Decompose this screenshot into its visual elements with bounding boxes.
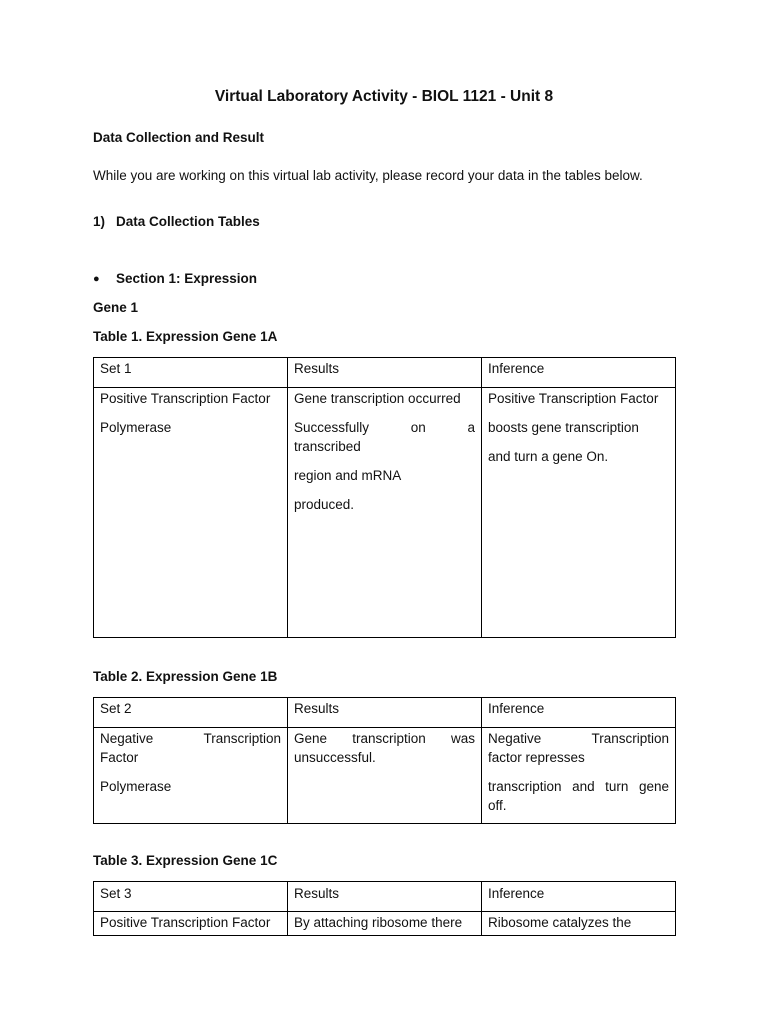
table-cell: By attaching ribosome there [288, 912, 482, 936]
table-header-cell: Results [288, 358, 482, 388]
table-cell: Positive Transcription Factor [94, 912, 288, 936]
list-marker: 1) [93, 214, 106, 229]
table-row [94, 912, 676, 936]
word: Negative [488, 731, 542, 746]
gene-heading: Gene 1 [93, 300, 139, 315]
table-1 [93, 357, 676, 638]
word: Gene [294, 731, 328, 746]
cell-text: produced. [294, 497, 355, 512]
cell-text: boosts gene transcription [488, 420, 639, 435]
cell-text: Factor [100, 750, 139, 765]
bullet-icon: ● [93, 273, 100, 285]
table-cell: Ribosome catalyzes the [482, 912, 676, 936]
cell-text: Gene transcription occurred [294, 391, 461, 406]
cell-text: factor represses [488, 750, 585, 765]
cell-text: and turn a gene On. [488, 449, 609, 464]
table-3 [93, 881, 676, 936]
table-1-caption: Table 1. Expression Gene 1A [93, 329, 278, 344]
section-1-heading: Section 1: Expression [116, 271, 258, 286]
intro-paragraph: While you are working on this virtual lab activity, please record your data in the tables below. [93, 168, 643, 183]
word: Negative [100, 731, 154, 746]
cell-text-justified [294, 729, 475, 748]
cell-text-justified [294, 418, 475, 437]
cell-text: unsuccessful. [294, 750, 376, 765]
cell-text: region and mRNA [294, 468, 402, 483]
word: on [410, 420, 426, 435]
cell-text: Positive Transcription Factor [488, 391, 659, 406]
list-heading: Data Collection Tables [116, 214, 260, 229]
cell-text: Positive Transcription Factor [100, 391, 271, 406]
table-header-row [94, 882, 676, 912]
cell-text-justified [488, 729, 669, 748]
table-cell [94, 728, 288, 824]
table-header-row [94, 698, 676, 728]
table-row [94, 388, 676, 638]
table-header-cell: Inference [482, 698, 676, 728]
cell-text: Polymerase [100, 779, 172, 794]
table-cell [288, 388, 482, 638]
word: Successfully [294, 420, 370, 435]
table-row [94, 728, 676, 824]
word: a [467, 420, 475, 435]
table-header-cell: Inference [482, 358, 676, 388]
table-header-cell: Set 2 [94, 698, 288, 728]
word: was [450, 731, 475, 746]
table-header-cell: Set 1 [94, 358, 288, 388]
document-title: Virtual Laboratory Activity - BIOL 1121 - Unit 8 [214, 88, 554, 105]
table-header-cell: Set 3 [94, 882, 288, 912]
cell-text: off. [488, 798, 507, 813]
table-2 [93, 697, 676, 824]
word: Transcription [203, 731, 281, 746]
table-cell [482, 728, 676, 824]
cell-text: Polymerase [100, 420, 172, 435]
word: Transcription [591, 731, 669, 746]
cell-text: transcribed [294, 439, 361, 454]
table-3-caption: Table 3. Expression Gene 1C [93, 853, 278, 868]
table-cell [94, 388, 288, 638]
table-header-row [94, 358, 676, 388]
table-cell [482, 388, 676, 638]
cell-text: transcription and turn gene [488, 779, 669, 794]
table-header-cell: Results [288, 698, 482, 728]
table-header-cell: Results [288, 882, 482, 912]
cell-text-justified [100, 729, 281, 748]
word: transcription [352, 731, 426, 746]
section-heading-data-collection: Data Collection and Result [93, 130, 265, 145]
table-cell [288, 728, 482, 824]
table-header-cell: Inference [482, 882, 676, 912]
table-2-caption: Table 2. Expression Gene 1B [93, 669, 278, 684]
